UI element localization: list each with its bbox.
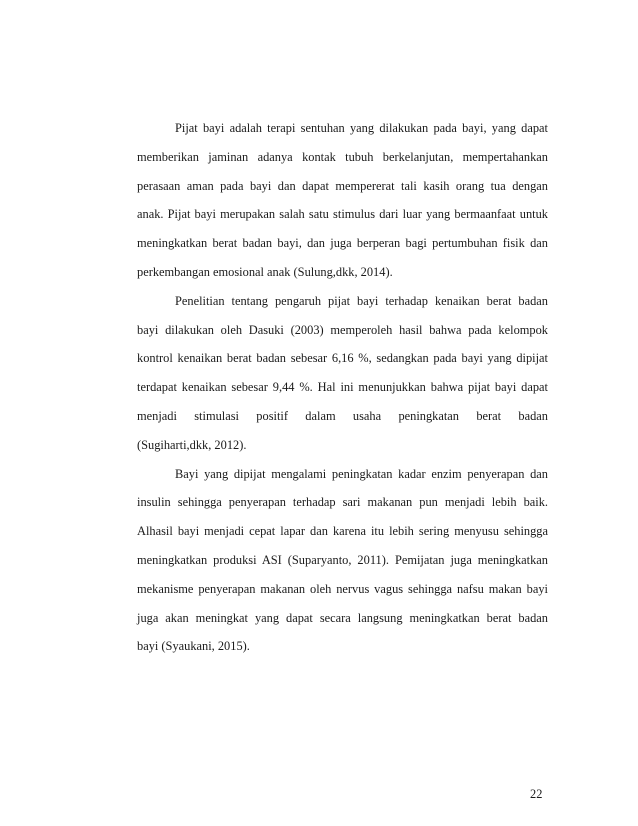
- page-number: 22: [530, 787, 543, 801]
- text-line: kontrol kenaikan berat badan sebesar 6,16 %, sedangkan pada bayi yang dipijat: [137, 351, 548, 366]
- paragraph-1: [137, 114, 548, 287]
- text-line: meningkatkan berat badan bayi, dan juga berperan bagi pertumbuhan fisik dan: [137, 236, 548, 251]
- text-line: Bayi yang dipijat mengalami peningkatan kadar enzim penyerapan dan: [175, 466, 548, 481]
- text-line: juga akan meningkat yang dapat secara langsung meningkatkan berat badan: [137, 610, 548, 625]
- text-line: Alhasil bayi menjadi cepat lapar dan karena itu lebih sering menyusu sehingga: [137, 524, 548, 539]
- text-line: memberikan jaminan adanya kontak tubuh berkelanjutan, mempertahankan: [137, 149, 548, 164]
- text-line: perkembangan emosional anak (Sulung,dkk, 2014).: [137, 264, 393, 279]
- text-line: terdapat kenaikan sebesar 9,44 %. Hal ini menunjukkan bahwa pijat bayi dapat: [137, 380, 548, 395]
- text-line: mekanisme penyerapan makanan oleh nervus vagus sehingga nafsu makan bayi: [137, 581, 548, 596]
- text-line: insulin sehingga penyerapan terhadap sari makanan pun menjadi lebih baik.: [137, 495, 548, 510]
- text-line: menjadi stimulasi positif dalam usaha peningkatan berat badan: [137, 408, 548, 423]
- text-line: Pijat bayi adalah terapi sentuhan yang dilakukan pada bayi, yang dapat: [175, 121, 548, 135]
- text-line: meningkatkan produksi ASI (Suparyanto, 2011). Pemijatan juga meningkatkan: [137, 552, 548, 567]
- text-line: Penelitian tentang pengaruh pijat bayi terhadap kenaikan berat badan: [175, 293, 548, 308]
- text-line: (Sugiharti,dkk, 2012).: [137, 437, 247, 452]
- paragraph-2: [137, 287, 548, 460]
- paragraph-3: [137, 460, 548, 662]
- text-line: perasaan aman pada bayi dan dapat mempererat tali kasih orang tua dengan: [137, 178, 548, 193]
- text-line: bayi (Syaukani, 2015).: [137, 639, 250, 654]
- body-text: [137, 114, 548, 661]
- text-line: bayi dilakukan oleh Dasuki (2003) memperoleh hasil bahwa pada kelompok: [137, 322, 548, 337]
- text-line: anak. Pijat bayi merupakan salah satu stimulus dari luar yang bermaanfaat untuk: [137, 207, 548, 222]
